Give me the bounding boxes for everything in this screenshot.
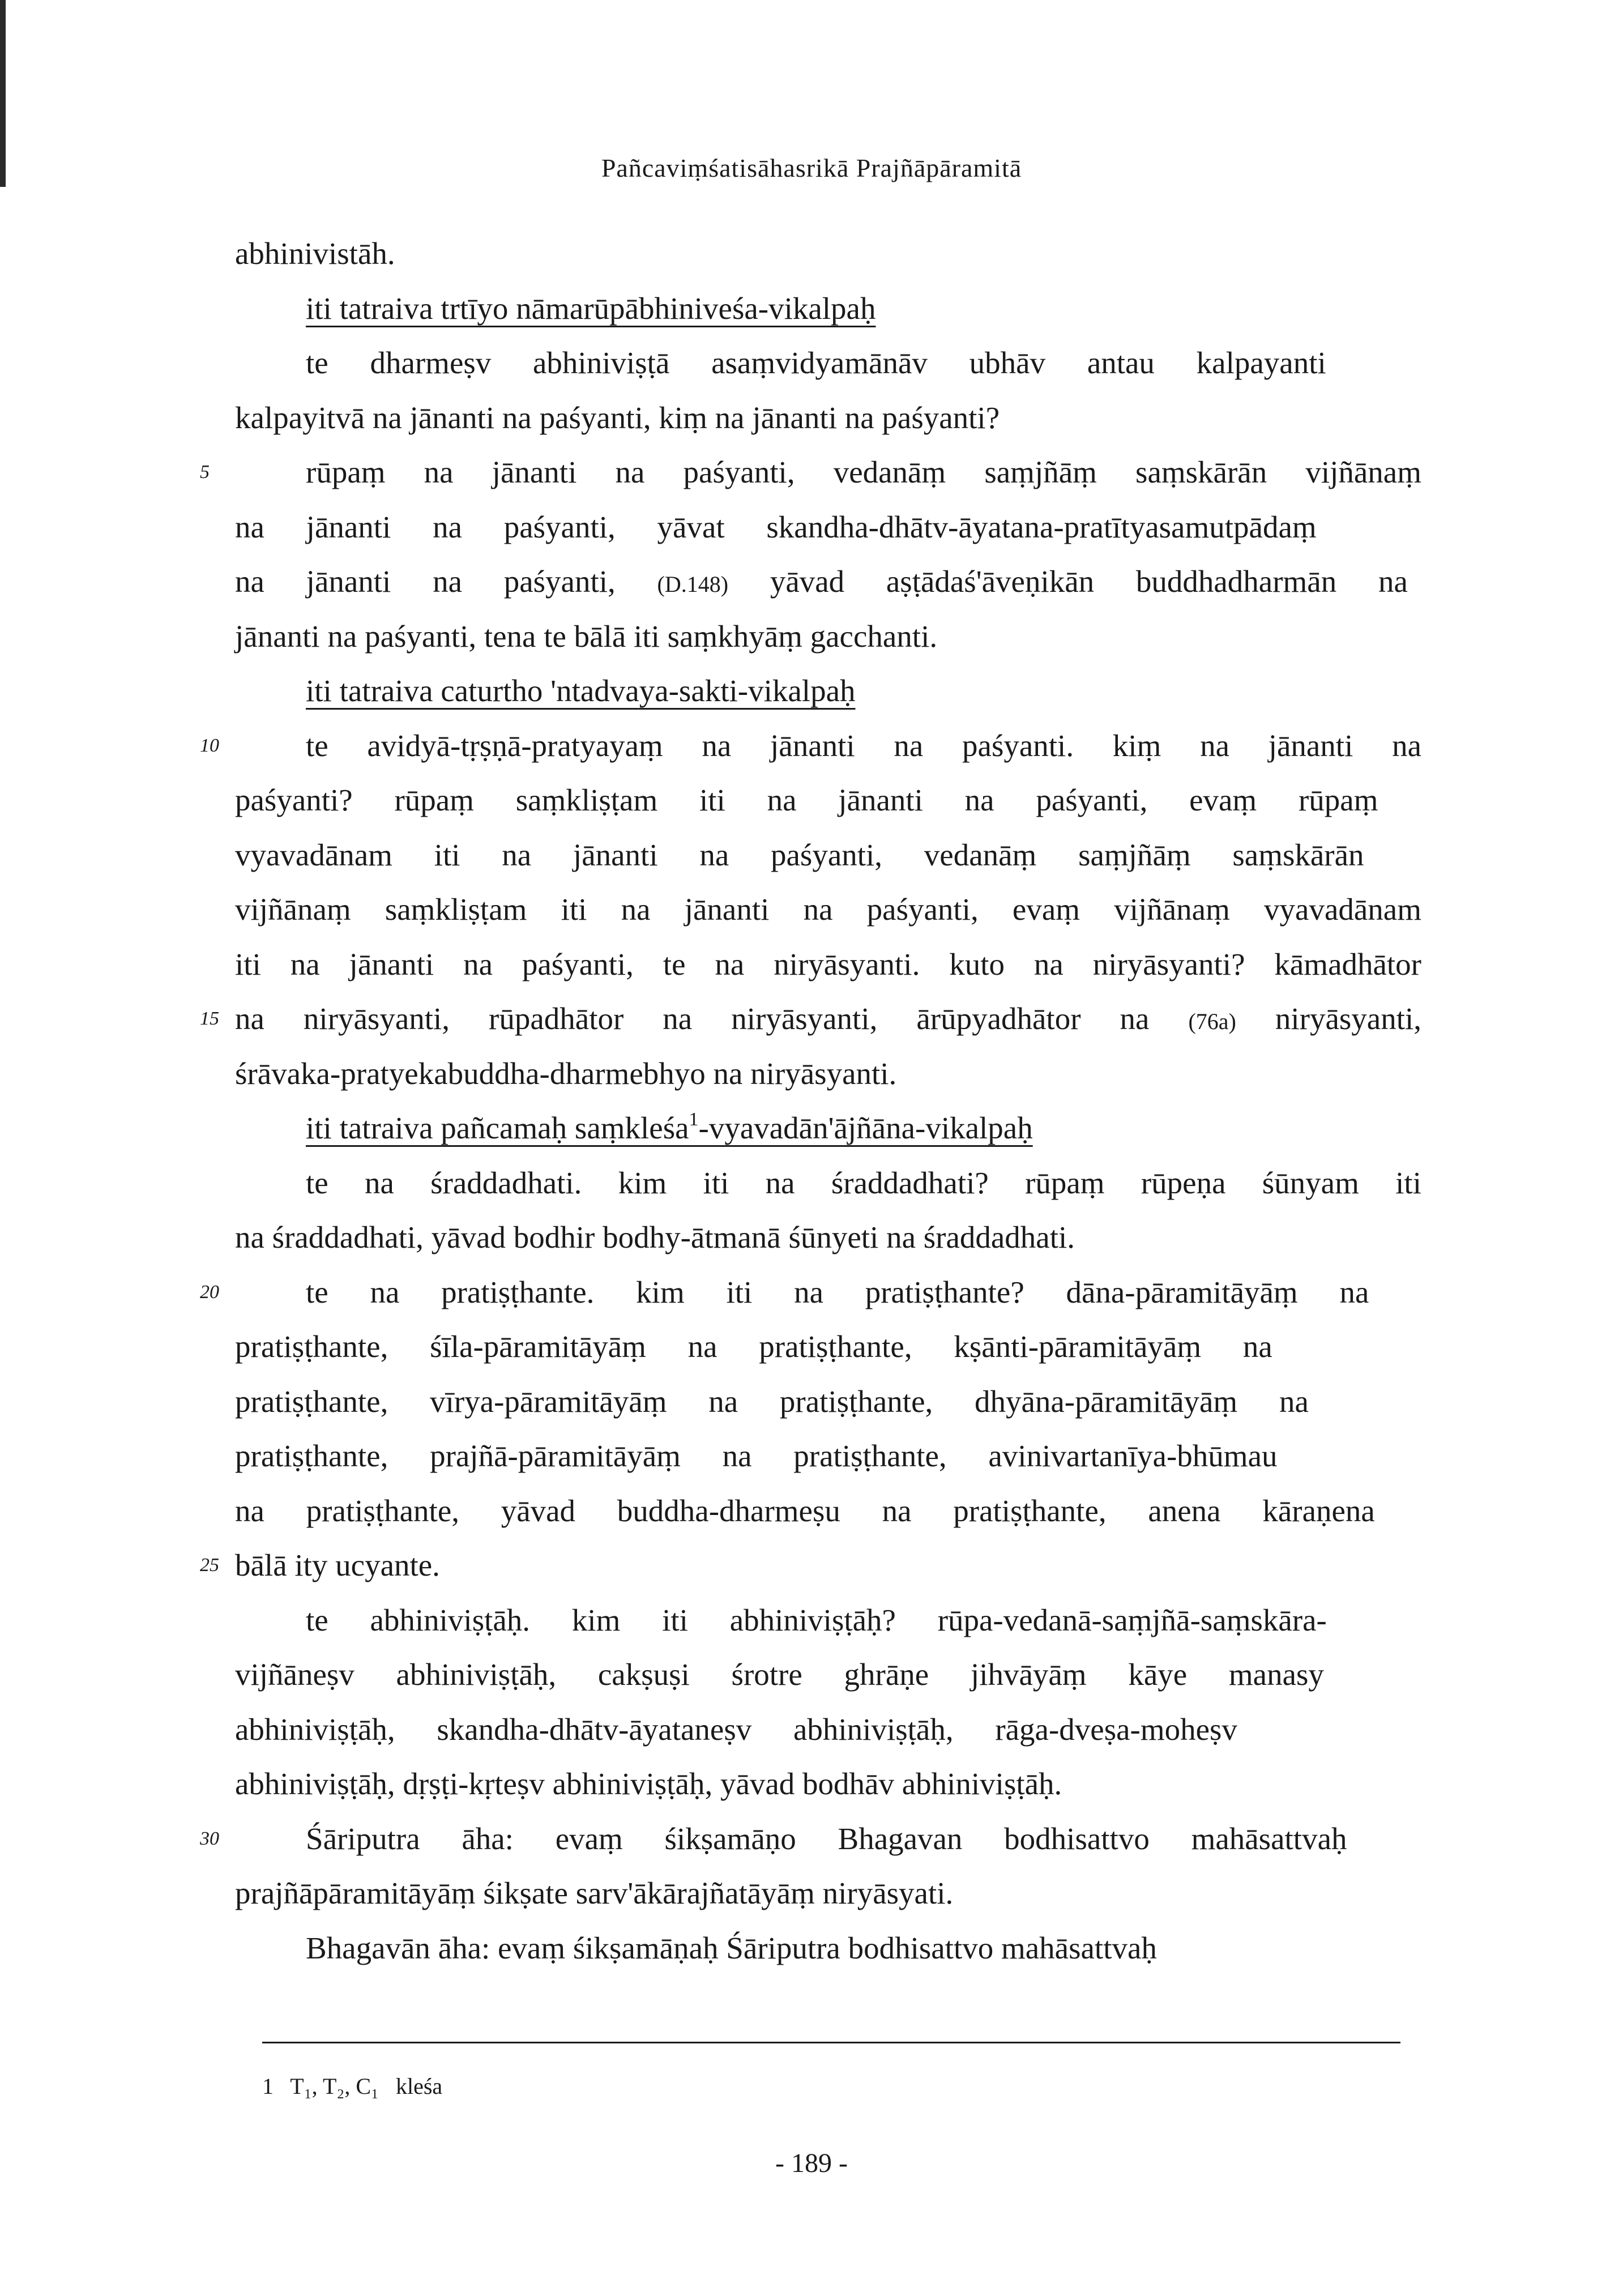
line-text [306, 1931, 1157, 1965]
footnote-number: 1 [262, 2073, 274, 2099]
line-text-segment: vyavadānam iti na jānanti na paśyanti, vedanāṃ saṃjñāṃ saṃskārān [235, 837, 1364, 872]
line-text-segment: bālā ity ucyante. [235, 1548, 440, 1582]
line-text [235, 1712, 1237, 1747]
folio-reference: (D.148) [657, 571, 729, 597]
line-text [235, 1493, 1375, 1528]
line-text [306, 455, 1421, 489]
text-line [235, 1429, 1421, 1484]
line-text [235, 619, 937, 654]
line-text [235, 1056, 896, 1091]
line-text-segment: iti tatraiva pañcamaḥ saṃkleśa [306, 1111, 689, 1145]
text-line [235, 227, 1421, 281]
text-line [200, 445, 1421, 500]
line-text [306, 1821, 1347, 1856]
line-number: 20 [200, 1281, 219, 1303]
line-text-segment: Bhagavān āha: evaṃ śikṣamāṇaḥ Śāriputra bodhisattvo mahāsattvaḥ [306, 1930, 1157, 1965]
line-text [306, 345, 1326, 380]
text-line [200, 719, 1421, 774]
heading-text [306, 291, 875, 326]
running-header: Pañcaviṃśatisāhasrikā Prajñāpāramitā [601, 153, 1022, 182]
footnote-sources: T₁, T₂, C₁ [290, 2073, 379, 2099]
text-line [235, 882, 1421, 937]
line-text-segment: śrāvaka-pratyekabuddha-dharmebhyo na niryāsyanti. [235, 1056, 897, 1091]
line-number: 30 [200, 1828, 219, 1849]
text-line [235, 1648, 1421, 1702]
line-text-segment: pratiṣṭhante, śīla-pāramitāyāṃ na pratiṣṭhante, kṣānti-pāramitāyāṃ na [235, 1329, 1272, 1364]
line-text-segment: jānanti na paśyanti, tena te bālā iti saṃkhyāṃ gacchanti. [235, 618, 938, 654]
text-line [235, 500, 1421, 555]
line-text [235, 1876, 953, 1910]
line-text-segment: te na śraddadhati. kim iti na śraddadhati? rūpaṃ rūpeṇa śūnyam iti [306, 1165, 1421, 1200]
line-text-segment: na niryāsyanti, rūpadhātor na niryāsyanti, ārūpyadhātor na [235, 1001, 1150, 1036]
text-line [235, 1866, 1421, 1921]
line-text-segment: na śraddadhati, yāvad bodhir bodhy-ātmanā śūnyeti na śraddadhati. [235, 1220, 1075, 1254]
line-text-segment: na pratiṣṭhante, yāvad buddha-dharmeṣu na pratiṣṭhante, anena kāraṇena [235, 1493, 1375, 1528]
line-text [235, 783, 1378, 817]
text-line [235, 1921, 1421, 1976]
footnote-marker: 1 [689, 1108, 699, 1130]
text-line [200, 1812, 1421, 1867]
line-text-segment: paśyanti? rūpaṃ saṃkliṣṭam iti na jānanti na paśyanti, evaṃ rūpaṃ [235, 783, 1378, 817]
line-text-segment: prajñāpāramitāyāṃ śikṣate sarv'ākārajñatāyāṃ niryāsyati. [235, 1876, 954, 1910]
line-text-segment: vijñānaṃ saṃkliṣṭam iti na jānanti na paśyanti, evaṃ vijñānaṃ vyavadānam [235, 892, 1421, 927]
line-text [235, 838, 1364, 872]
line-text-segment: te avidyā-tṛṣṇā-pratyayaṃ na jānanti na paśyanti. kiṃ na jānanti na [306, 728, 1421, 763]
line-text-segment: niryāsyanti, [1275, 1001, 1422, 1036]
line-text [235, 1329, 1272, 1364]
line-text-segment: te na pratiṣṭhante. kim iti na pratiṣṭhante? dāna-pāramitāyāṃ na [306, 1274, 1369, 1309]
text-line [235, 1375, 1421, 1429]
line-text-segment: rūpaṃ na jānanti na paśyanti, vedanāṃ saṃjñāṃ saṃskārān vijñānaṃ [306, 455, 1421, 489]
line-text-segment: abhiniviṣṭāḥ, dṛṣṭi-kṛteṣv abhiniviṣṭāḥ, yāvad bodhāv abhiniviṣṭāḥ. [235, 1766, 1062, 1801]
line-text [235, 400, 1000, 435]
line-text-segment: abhiniviṣṭāḥ, skandha-dhātv-āyataneṣv abhiniviṣṭāḥ, rāga-dveṣa-moheṣv [235, 1712, 1237, 1747]
section-heading-line [235, 281, 1421, 336]
section-heading-line [235, 664, 1421, 719]
folio-reference: (76a) [1188, 1009, 1236, 1034]
footnote-reading: kleśa [395, 2073, 443, 2099]
footnote [262, 2073, 442, 2099]
line-text-segment: iti tatraiva trtīyo nāmarūpābhiniveśa-vikalpaḥ [306, 291, 876, 326]
line-text-segment: -vyavadān'ājñāna-vikalpaḥ [698, 1111, 1033, 1145]
heading-text [306, 673, 856, 708]
line-text [235, 1001, 1421, 1036]
line-text-segment: iti na jānanti na paśyanti, te na niryāsyanti. kuto na niryāsyanti? kāmadhātor [235, 946, 1421, 981]
line-text [235, 564, 1408, 599]
line-text [235, 947, 1421, 981]
line-text [306, 1275, 1369, 1309]
line-text-segment: te dharmeṣv abhiniviṣṭā asaṃvidyamānāv ubhāv antau kalpayanti [306, 345, 1326, 380]
text-line [235, 1320, 1421, 1375]
text-line [200, 1265, 1421, 1320]
line-text [306, 1166, 1421, 1200]
text-line [235, 773, 1421, 828]
section-heading-line [235, 1101, 1421, 1156]
text-line [235, 1210, 1421, 1265]
line-number: 25 [200, 1555, 219, 1576]
text-line [235, 828, 1421, 883]
line-text-segment: pratiṣṭhante, vīrya-pāramitāyāṃ na pratiṣṭhante, dhyāna-pāramitāyāṃ na [235, 1384, 1309, 1419]
line-text-segment: abhinivistāh. [235, 236, 395, 271]
text-line [235, 391, 1421, 446]
line-number: 15 [200, 1008, 219, 1029]
line-text-segment: kalpayitvā na jānanti na paśyanti, kiṃ na jānanti na paśyanti? [235, 400, 1000, 435]
text-line [235, 1047, 1421, 1102]
line-text-segment: na jānanti na paśyanti, [235, 564, 616, 599]
line-text-segment: iti tatraiva caturtho 'ntadvaya-sakti-vikalpaḥ [306, 673, 856, 708]
line-text [235, 1766, 1062, 1801]
line-text [235, 510, 1317, 544]
line-text [235, 236, 395, 271]
line-text [306, 728, 1421, 763]
line-number: 10 [200, 735, 219, 756]
text-line [235, 554, 1421, 609]
text-line [235, 1593, 1421, 1648]
line-text [235, 1657, 1324, 1692]
line-text [235, 1384, 1309, 1419]
line-number: 5 [200, 462, 210, 483]
text-line [235, 609, 1421, 664]
line-text-segment: yāvad aṣṭādaś'āveṇikān buddhadharmān na [770, 564, 1408, 599]
line-text-segment: te abhiniviṣṭāḥ. kim iti abhiniviṣṭāḥ? rūpa-vedanā-saṃjñā-saṃskāra- [306, 1602, 1327, 1637]
text-line [235, 1757, 1421, 1812]
footnote-divider [262, 2042, 1400, 2043]
text-line [235, 1484, 1421, 1539]
line-text [235, 892, 1421, 927]
heading-text [306, 1108, 1033, 1145]
line-text-segment: Śāriputra āha: evaṃ śikṣamāṇo Bhagavan bodhisattvo mahāsattvaḥ [306, 1821, 1347, 1856]
page-number: - 189 - [775, 2148, 848, 2178]
line-text [235, 1220, 1075, 1254]
line-text [306, 1603, 1327, 1637]
text-line [235, 336, 1421, 391]
line-text [235, 1439, 1277, 1473]
line-text-segment: vijñāneṣv abhiniviṣṭāḥ, cakṣuṣi śrotre ghrāṇe jihvāyāṃ kāye manasy [235, 1657, 1324, 1692]
line-text-segment: na jānanti na paśyanti, yāvat skandha-dhātv-āyatana-pratītyasamutpādaṃ [235, 509, 1317, 544]
text-line [200, 1538, 1421, 1593]
text-line [235, 1156, 1421, 1211]
text-line [235, 1702, 1421, 1757]
text-line [200, 992, 1422, 1047]
line-text-segment: pratiṣṭhante, prajñā-pāramitāyāṃ na pratiṣṭhante, avinivartanīya-bhūmau [235, 1439, 1278, 1473]
text-line [235, 937, 1421, 992]
main-text [200, 227, 1422, 1975]
line-text [235, 1548, 440, 1582]
